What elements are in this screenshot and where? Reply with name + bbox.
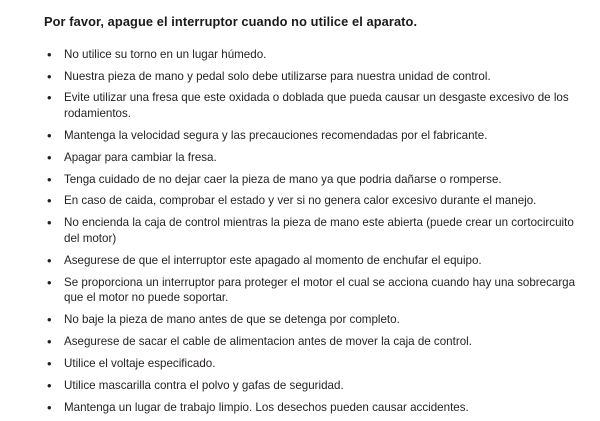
list-item [44, 356, 576, 371]
list-item [44, 253, 576, 268]
list-item-text: Evite utilizar una fresa que este oxidada o doblada que pueda causar un desgaste excesivo de los rodamientos. [64, 91, 569, 120]
list-item-text: Mantenga un lugar de trabajo limpio. Los desechos pueden causar accidentes. [64, 400, 469, 414]
list-item [44, 172, 576, 187]
list-item-text: Apagar para cambiar la fresa. [64, 150, 217, 164]
list-item-text: Nuestra pieza de mano y pedal solo debe utilizarse para nuestra unidad de control. [64, 69, 491, 83]
list-item [44, 193, 576, 208]
list-item-text: Utilice el voltaje especificado. [64, 356, 216, 370]
list-item-text: Tenga cuidado de no dejar caer la pieza de mano ya que podria dañarse o romperse. [64, 172, 502, 186]
list-item [44, 378, 576, 393]
list-item [44, 47, 576, 62]
list-item [44, 215, 576, 246]
list-item-text: Asegurese de que el interruptor este apagado al momento de enchufar el equipo. [64, 253, 482, 267]
list-item-text: Se proporciona un interruptor para proteger el motor el cual se acciona cuando hay una sobrecarga que el motor no puede soportar. [64, 275, 576, 304]
list-item-text: No utilice su torno en un lugar húmedo. [64, 47, 267, 61]
list-item-text: Asegurese de sacar el cable de alimentacion antes de mover la caja de control. [64, 334, 472, 348]
list-item [44, 90, 576, 121]
list-item [44, 312, 576, 327]
list-item [44, 275, 576, 306]
page-title: Por favor, apague el interruptor cuando no utilice el aparato. [44, 14, 418, 29]
list-item-text: No baje la pieza de mano antes de que se detenga por completo. [64, 312, 400, 326]
list-item [44, 150, 576, 165]
list-item [44, 400, 576, 415]
list-item-text: No encienda la caja de control mientras la pieza de mano este abierta (puede crear un cortocircuito del motor) [64, 216, 574, 245]
list-item [44, 69, 576, 84]
list-item [44, 334, 576, 349]
list-item-text: Utilice mascarilla contra el polvo y gafas de seguridad. [64, 378, 344, 392]
list-item-text: En caso de caida, comprobar el estado y ver si no genera calor excesivo durante el manejo. [64, 194, 537, 208]
safety-instructions-list [44, 47, 576, 415]
list-item [44, 128, 576, 143]
list-item-text: Mantenga la velocidad segura y las precauciones recomendadas por el fabricante. [64, 128, 488, 142]
